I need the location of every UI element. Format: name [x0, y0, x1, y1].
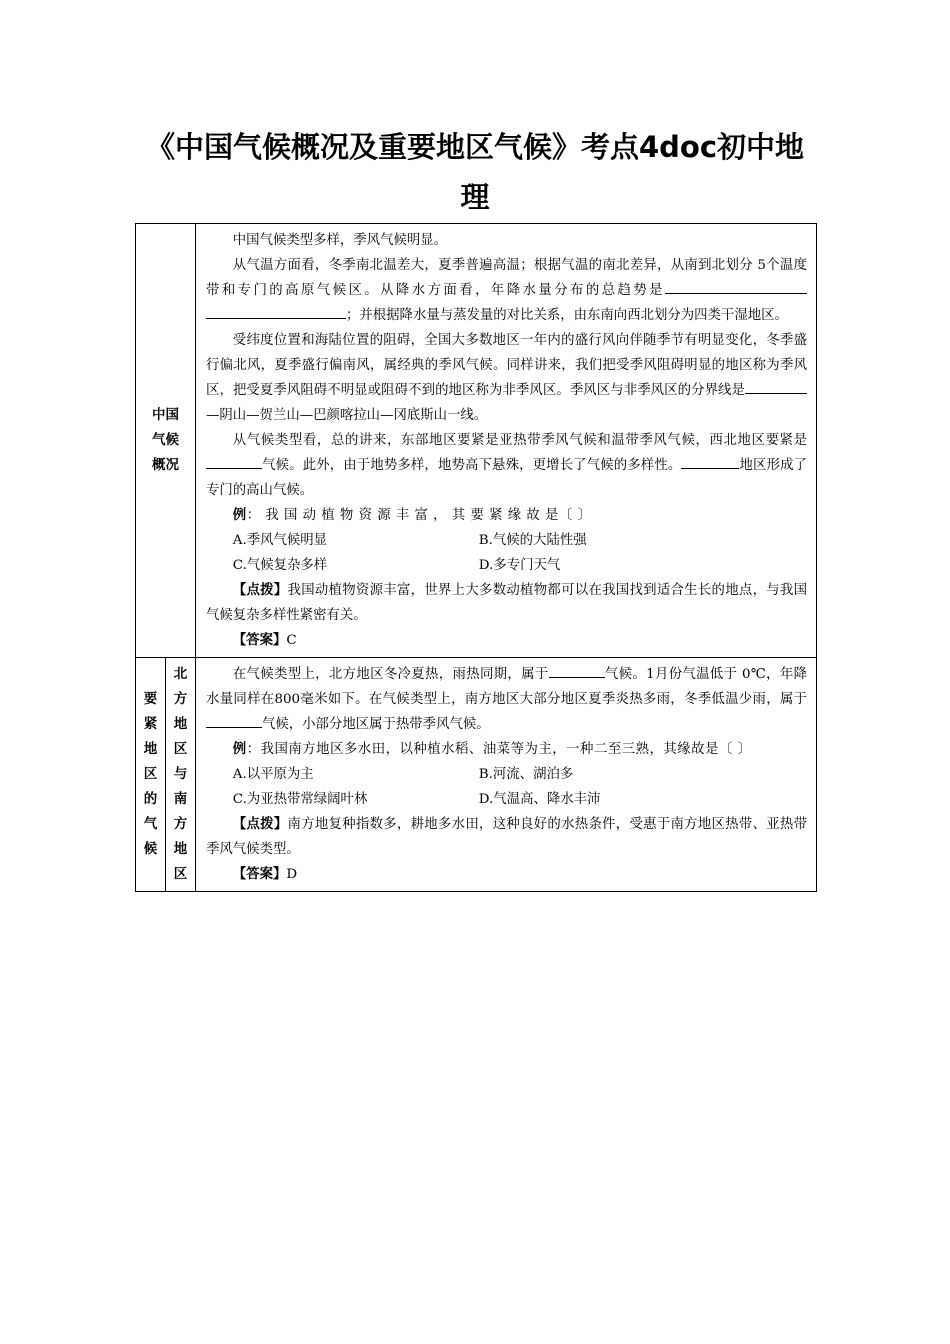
label-char: 区	[143, 766, 158, 782]
hint-label: 【点拨】	[232, 817, 288, 832]
label-char: 北	[173, 666, 188, 682]
fill-blank	[665, 281, 807, 294]
fill-blank	[745, 381, 807, 394]
paragraph	[206, 428, 807, 503]
paragraph	[206, 253, 807, 328]
answer-label: 【答案】	[232, 633, 287, 648]
option-b: B.气候的大陆性强	[478, 533, 587, 548]
option-c: C.气候复杂多样	[232, 558, 328, 573]
options-row	[206, 762, 807, 787]
option-b: B.河流、湖泊多	[478, 767, 574, 782]
label-char: 区	[173, 741, 188, 757]
options-row	[206, 787, 807, 812]
fill-blank	[206, 306, 346, 319]
section-content-regional-climate	[196, 658, 817, 892]
hint	[206, 578, 807, 628]
paragraph-text: 在气候类型上，北方地区冬冷夏热，雨热同期，属于	[232, 667, 549, 682]
answer-value: D	[286, 867, 298, 882]
example-question	[206, 503, 807, 528]
label-char: 地	[173, 716, 188, 732]
option-d: D.气温高、降水丰沛	[478, 792, 601, 807]
fill-blank	[206, 456, 262, 469]
paragraph	[206, 328, 807, 428]
fill-blank	[681, 456, 739, 469]
fill-blank	[206, 715, 262, 728]
options-row	[206, 553, 807, 578]
paragraph-text: ；并根据降水量与蒸发量的对比关系，由东南向西北划分为四类干湿地区。	[346, 308, 788, 323]
label-char: 南	[173, 791, 188, 807]
options-row	[206, 528, 807, 553]
label-char: 要	[143, 691, 158, 707]
content-table	[135, 223, 817, 892]
answer-value: C	[286, 633, 297, 648]
label-char: 地	[143, 741, 158, 757]
option-d: D.多专门天气	[478, 558, 561, 573]
section-climate-overview	[136, 224, 817, 658]
answer	[206, 862, 807, 887]
paragraph-text: 气候，小部分地区属于热带季风气候。	[262, 717, 490, 732]
hint	[206, 812, 807, 862]
hint-text: 南方地复种指数多，耕地多水田，这种良好的水热条件，受惠于南方地区热带、亚热带季风气候类型。	[206, 817, 808, 857]
label-char: 与	[173, 766, 188, 782]
label-char: 候	[143, 841, 158, 857]
example-question	[206, 737, 807, 762]
page-title-line1: 《中国气候概况及重要地区气候》考点4doc初中地	[145, 130, 805, 164]
label-char: 紧	[143, 716, 158, 732]
label-char: 地	[173, 841, 188, 857]
paragraph-text: —阴山—贺兰山—巴颜喀拉山—冈底斯山一线。	[206, 408, 488, 423]
paragraph-text: 从气候类型看，总的讲来，东部地区要紧是亚热带季风气候和温带季风气候，西北地区要紧是	[232, 433, 807, 448]
paragraph-text: 气候。此外，由于地势多样，地势高下悬殊，更增长了气候的多样性。	[262, 458, 682, 473]
paragraph-text: 地区形成了专门的高山气候。	[206, 458, 808, 498]
option-c: C.为亚热带常绿阔叶林	[232, 792, 368, 807]
section-content-climate-overview	[196, 224, 817, 658]
section-label-line: 中国	[152, 407, 179, 423]
label-char: 区	[173, 866, 188, 882]
page-title	[135, 122, 815, 222]
label-char: 方	[173, 816, 188, 832]
section-regional-climate	[136, 658, 817, 892]
answer-label: 【答案】	[232, 867, 287, 882]
paragraph-text: 气候。1月份气温低于 0℃，年降水量同样在800毫米如下。在气候类型上，南方地区大部分地区夏季炎热多雨，冬季低温少雨，属于	[206, 667, 807, 707]
option-a: A.季风气候明显	[232, 533, 328, 548]
hint-text: 我国动植物资源丰富，世界上大多数动植物都可以在我国找到适合生长的地点，与我国气候复杂多样性紧密有关。	[206, 583, 808, 623]
label-char: 的	[143, 791, 158, 807]
example-label: 例	[232, 742, 247, 757]
paragraph-text: 从气温方面看，冬季南北温差大，夏季普遍高温；根据气温的南北差异，从南到北划分 5个温度带和专门的高原气候区。从降水方面看，年降水量分布的总趋势是	[206, 258, 807, 298]
option-a: A.以平原为主	[232, 767, 314, 782]
paragraph	[206, 662, 807, 737]
answer	[206, 628, 807, 653]
example-text: ： 我 国 动 植 物 资 源 丰 富 ， 其 要 紧 缘 故 是〔 〕	[246, 508, 592, 523]
example-text: ：我国南方地区多水田，以种植水稻、油菜等为主，一种二至三熟，其缘故是〔 〕	[246, 742, 752, 757]
label-char: 方	[173, 691, 188, 707]
fill-blank	[549, 665, 605, 678]
section-label-important-regions	[136, 658, 166, 892]
section-label-line: 气候	[152, 432, 179, 448]
page-title-line2: 理	[460, 180, 490, 214]
example-label: 例	[232, 508, 247, 523]
section-label-north-south	[166, 658, 196, 892]
section-label-line: 概况	[152, 457, 179, 473]
section-label-climate-overview	[136, 224, 196, 658]
paragraph: 中国气候类型多样，季风气候明显。	[232, 233, 448, 248]
paragraph-text: 受纬度位置和海陆位置的阻碍，全国大多数地区一年内的盛行风向伴随季节有明显变化，冬季盛行偏北风，夏季盛行偏南风，属经典的季风气候。同样讲来，我们把受季风阻碍明显的地区称为季风区，把受夏季风阻碍不明显或阻碍不到的地区称为非季风区。季风区与非季风区的分界线是	[206, 333, 807, 398]
hint-label: 【点拨】	[232, 583, 288, 598]
label-char: 气	[143, 816, 158, 832]
